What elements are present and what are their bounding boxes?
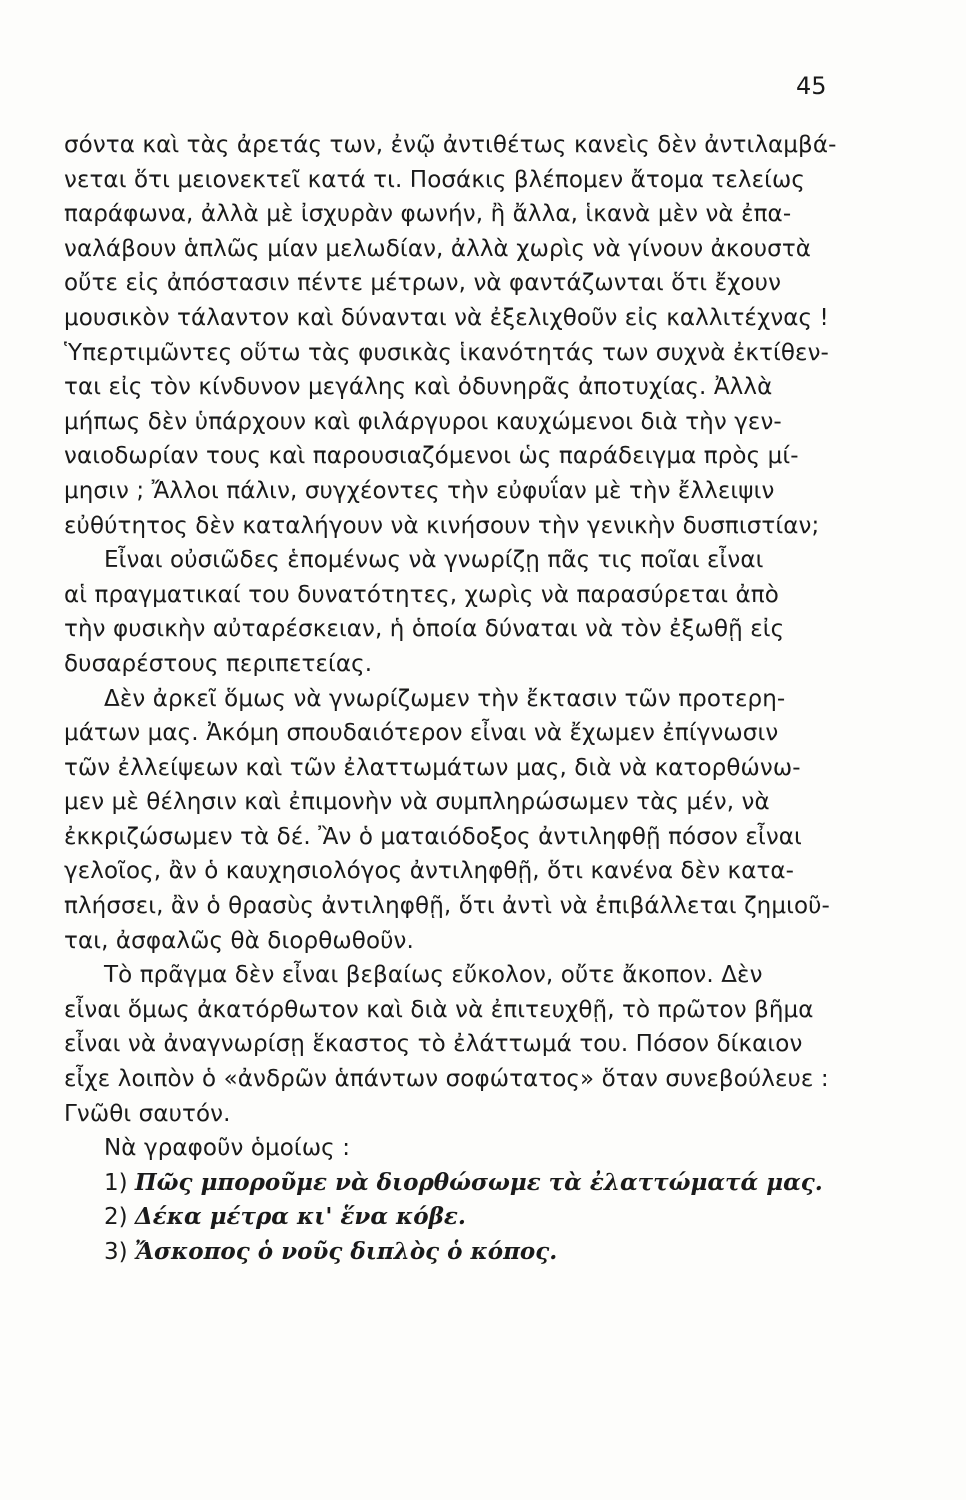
text-line: μουσικὸν τάλαντον καὶ δύνανται νὰ ἐξελιχθοῦν εἰς καλλιτέχνας ! [64, 304, 829, 331]
text-line: Γνῶθι σαυτόν. [64, 1100, 231, 1127]
text-line: ναιοδωρίαν τους καὶ παρουσιαζόμενοι ὡς παράδειγμα πρὸς μί- [64, 443, 799, 470]
text-line: δυσαρέστους περιπετείας. [64, 650, 373, 677]
text-line: οὔτε εἰς ἀπόστασιν πέντε μέτρων, νὰ φαντάζωνται ὅτι ἔχουν [64, 270, 782, 297]
text-line: σόντα καὶ τὰς ἀρετάς των, ἐνῷ ἀντιθέτως κανεὶς δὲν ἀντιλαμβά- [64, 132, 837, 158]
exercise-item [64, 1166, 844, 1201]
exercise-number: 2) [104, 1204, 128, 1231]
text-line: αἱ πραγματικαί του δυνατότητες, χωρὶς νὰ παρασύρεται ἀπὸ [64, 581, 779, 608]
text-line: ται εἰς τὸν κίνδυνον μεγάλης καὶ ὀδυνηρᾶς ἀποτυχίας. Ἀλλὰ [64, 374, 773, 401]
text-line: μεν μὲ θέλησιν καὶ ἐπιμονὴν νὰ συμπληρώσωμεν τὰς μέν, νὰ [64, 789, 770, 816]
exercise-item [64, 1200, 844, 1235]
text-line: τῶν ἐλλείψεων καὶ τῶν ἐλαττωμάτων μας, διὰ νὰ κατορθώνω- [64, 754, 801, 781]
exercise-text: Ἄσκοπος ὁ νοῦς διπλὸς ὁ κόπος. [134, 1238, 558, 1265]
exercise-number: 1) [104, 1169, 128, 1196]
text-line: ται, ἀσφαλῶς θὰ διορθωθοῦν. [64, 927, 414, 954]
text-line: μησιν ; Ἄλλοι πάλιν, συγχέοντες τὴν εὐφυΐαν μὲ τὴν ἔλλειψιν [64, 477, 775, 504]
text-line: ἐκκριζώσωμεν τὰ δέ. Ἂν ὁ ματαιόδοξος ἀντιληφθῇ πόσον εἶναι [64, 823, 802, 850]
text-line: Δὲν ἀρκεῖ ὅμως νὰ γνωρίζωμεν τὴν ἔκτασιν τῶν προτερη- [104, 685, 786, 712]
text-line: πλήσσει, ἂν ὁ θρασὺς ἀντιληφθῇ, ὅτι ἀντὶ νὰ ἐπιβάλλεται ζημιοῦ- [64, 893, 830, 920]
text-line: Εἶναι οὐσιῶδες ἑπομένως νὰ γνωρίζῃ πᾶς τις ποῖαι εἶναι [104, 547, 764, 574]
exercise-number: 3) [104, 1239, 128, 1265]
page-number: 45 [796, 72, 827, 100]
exercise-intro: Νὰ γραφοῦν ὁμοίως : [104, 1135, 351, 1162]
text-line: ναλάβουν ἁπλῶς μίαν μελωδίαν, ἀλλὰ χωρὶς νὰ γίνουν ἀκουστὰ [64, 235, 812, 262]
text-line: Τὸ πρᾶγμα δὲν εἶναι βεβαίως εὔκολον, οὔτε ἄκοπον. Δὲν [104, 962, 763, 989]
text-line: μάτων μας. Ἀκόμη σπουδαιότερον εἶναι νὰ ἔχωμεν ἐπίγνωσιν [64, 720, 779, 747]
text-line: εἶχε λοιπὸν ὁ «ἀνδρῶν ἁπάντων σοφώτατος» ὅταν συνεβούλευε : [64, 1066, 829, 1093]
body-text [64, 128, 844, 1270]
text-line: μήπως δὲν ὑπάρχουν καὶ φιλάργυροι καυχώμενοι διὰ τὴν γεν- [64, 408, 782, 435]
exercise-item [64, 1235, 844, 1270]
exercise-text: Δέκα μέτρα κι' ἕνα κόβε. [134, 1203, 466, 1231]
text-line: παράφωνα, ἀλλὰ μὲ ἰσχυρὰν φωνήν, ἢ ἄλλα, ἱκανὰ μὲν νὰ ἐπα- [64, 201, 792, 228]
text-line: εἶναι ὅμως ἀκατόρθωτον καὶ διὰ νὰ ἐπιτευχθῇ, τὸ πρῶτον βῆμα [64, 996, 814, 1023]
text-line: εἶναι νὰ ἀναγνωρίσῃ ἕκαστος τὸ ἐλάττωμά του. Πόσον δίκαιον [64, 1031, 803, 1058]
text-line: τὴν φυσικὴν αὐταρέσκειαν, ἡ ὁποία δύναται νὰ τὸν ἐξωθῇ εἰς [64, 616, 785, 643]
text-line: Ὑπερτιμῶντες οὕτω τὰς φυσικὰς ἱκανότητάς των συχνὰ ἐκτίθεν- [64, 339, 829, 366]
exercise-text: Πῶς μποροῦμε νὰ διορθώσωμε τὰ ἐλαττώματά μας. [134, 1168, 823, 1196]
text-line: νεται ὅτι μειονεκτεῖ κατά τι. Ποσάκις βλέπομεν ἄτομα τελείως [64, 166, 805, 193]
text-line: εὐθύτητος δὲν καταλήγουν νὰ κινήσουν τὴν γενικὴν δυσπιστίαν; [64, 512, 820, 539]
text-line: γελοῖος, ἂν ὁ καυχησιολόγος ἀντιληφθῇ, ὅτι κανένα δὲν κατα- [64, 858, 795, 885]
